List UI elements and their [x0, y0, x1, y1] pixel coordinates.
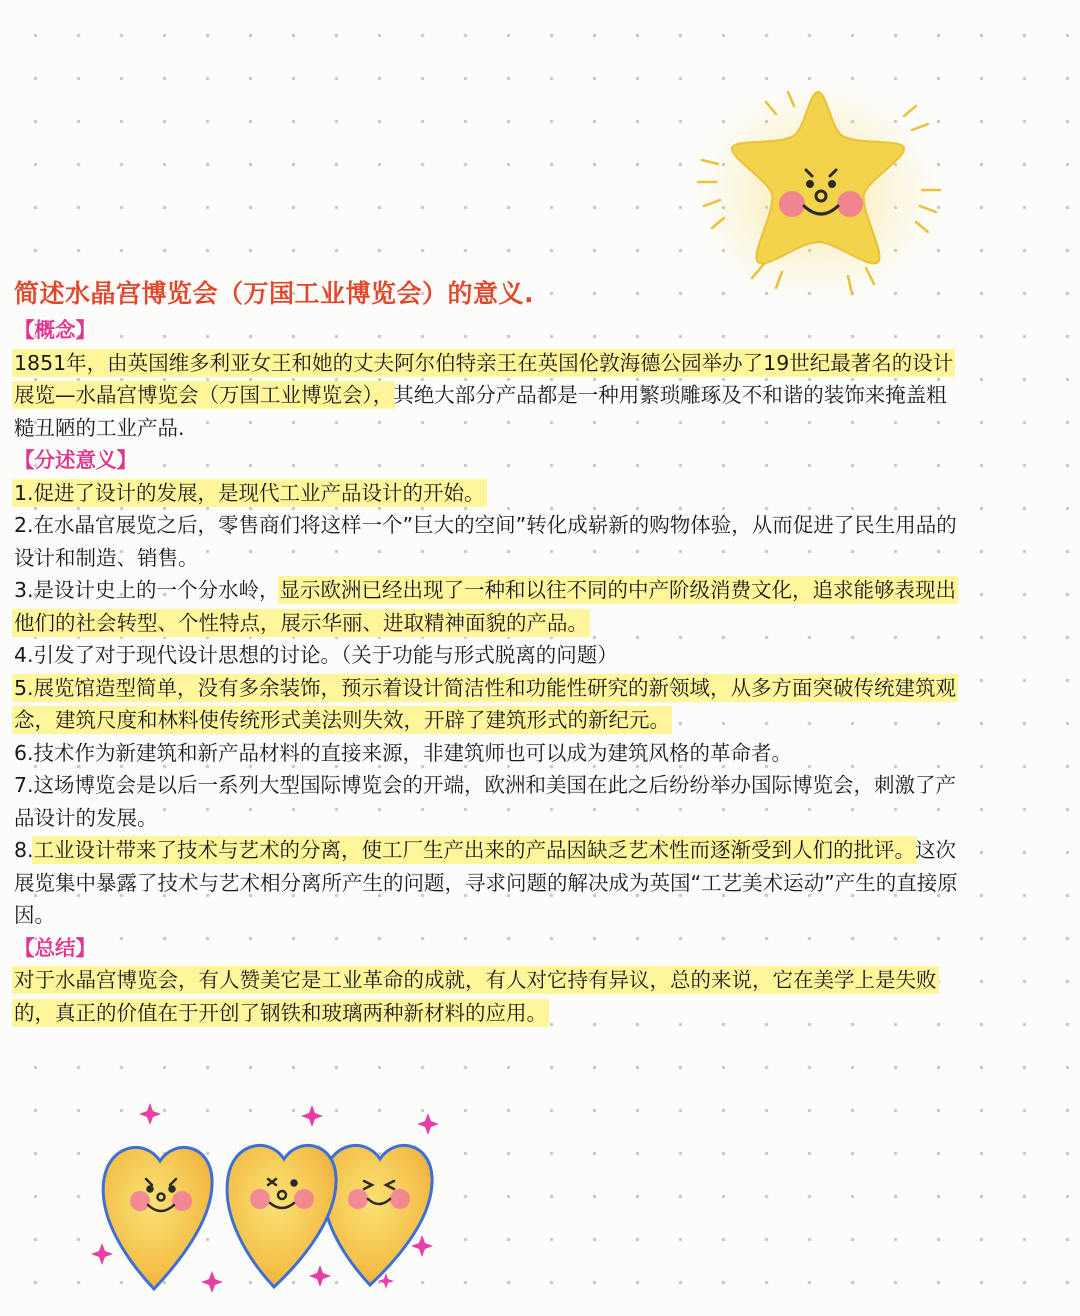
body-text: 7.这场博览会是以后一系列大型国际博览会的开端，欧洲和美国在此之后纷纷举办国际博览会，刺激了产 [14, 773, 957, 797]
significance-item-5 [14, 672, 1064, 737]
star-blush-right [837, 191, 863, 217]
star-mascot-icon [690, 72, 950, 302]
section-label-summary [14, 932, 1064, 965]
summary-line [14, 997, 1064, 1030]
body-text: 其绝大部分产品都是一种用繁琐雕琢及不和谐的装饰来掩盖粗 [393, 383, 947, 407]
hearts-mascots-icon [80, 1095, 460, 1310]
significance-item-line [14, 607, 1064, 640]
significance-item-line [14, 574, 1064, 607]
significance-item-4 [14, 639, 1064, 672]
significance-item-line [14, 899, 1064, 932]
body-text: 因。 [14, 903, 55, 927]
sparkle [301, 1105, 323, 1127]
summary-line [14, 964, 1064, 997]
significance-item-line [14, 737, 1064, 770]
section-label-significance [14, 444, 1064, 477]
body-text: 4.引发了对于现代设计思想的讨论。（关于功能与形式脱离的问题） [14, 643, 618, 667]
star-mascot [690, 72, 950, 302]
highlighted-text: 显示欧洲已经出现了一种和以往不同的中产阶级消费文化，追求能够表现出 [279, 578, 957, 602]
section-label-concept [14, 314, 1064, 347]
highlighted-text: 对于水晶宫博览会，有人赞美它是工业革命的成就，有人对它持有异议，总的来说，它在美学上是失败 [14, 968, 937, 992]
significance-item-line [14, 477, 1064, 510]
sparkle [91, 1243, 113, 1265]
significance-item-line [14, 802, 1064, 835]
note-content [14, 274, 1064, 1029]
highlighted-text: 5.展览馆造型简单，没有多余装饰，预示着设计简洁性和功能性研究的新领域，从多方面突破传统建筑观 [14, 675, 957, 700]
heart-left [103, 1147, 212, 1289]
heart-right [323, 1145, 432, 1285]
body-text: 3.是设计史上的一个分水岭， [14, 578, 280, 602]
body-text: 8. [14, 838, 34, 862]
significance-item-7 [14, 769, 1064, 834]
concept-line [14, 379, 1064, 412]
significance-item-line [14, 509, 1064, 542]
significance-item-line [14, 867, 1064, 900]
body-text: 品设计的发展。 [14, 805, 158, 830]
significance-item-line [14, 672, 1064, 705]
highlighted-text: 1.促进了设计的发展，是现代工业产品设计的开始。 [14, 480, 485, 505]
significance-item-1 [14, 477, 1064, 510]
label-text: 【总结】 [14, 935, 96, 960]
body-text: 2.在水晶官展览之后，零售商们将这样一个”巨大的空间”转化成崭新的购物体验，从而促进了民生用品的 [14, 513, 957, 537]
body-text: 这次 [915, 838, 957, 862]
highlighted-text: 的，真正的价值在于开创了钢铁和玻璃两种新材料的应用。 [14, 1000, 547, 1025]
hearts-mascots [80, 1095, 460, 1310]
concept-line [14, 347, 1064, 380]
body-text: 6.技术作为新建筑和新产品材料的直接来源，非建筑师也可以成为建筑风格的革命者。 [14, 740, 793, 765]
body-text: 展览集中暴露了技术与艺术相分离所产生的问题，寻求问题的解决成为英国“工艺美术运动”产生的直接原 [14, 870, 958, 895]
significance-item-3 [14, 574, 1064, 639]
significance-item-2 [14, 509, 1064, 574]
label-text: 【分述意义】 [14, 448, 137, 472]
significance-item-6 [14, 737, 1064, 770]
body-text: 糙丑陋的工业产品. [14, 415, 185, 440]
highlighted-text: 1851年，由英国维多利亚女王和她的丈夫阿尔伯特亲王在英国伦敦海德公园举办了19世纪最著名的设计 [14, 350, 954, 375]
section-significance [14, 444, 1064, 932]
section-summary [14, 932, 1064, 1030]
significance-item-line [14, 542, 1064, 575]
highlighted-text: 工业设计带来了技术与艺术的分离，使工厂生产出来的产品因缺乏艺术性而逐渐受到人们的批评。 [33, 838, 916, 862]
concept-line [14, 412, 1064, 445]
sparkle [139, 1103, 161, 1125]
section-concept [14, 314, 1064, 444]
significance-item-line [14, 834, 1064, 867]
sparkle [411, 1235, 433, 1257]
sparkle [309, 1265, 331, 1287]
highlighted-text: 展览—水晶宫博览会（万国工业博览会）， [14, 383, 394, 407]
highlighted-text: 念，建筑尺度和林料使传统形式美法则失效，开辟了建筑形式的新纪元。 [14, 708, 670, 732]
body-text: 设计和制造、销售。 [14, 545, 199, 570]
sparkle [201, 1271, 223, 1293]
highlighted-text: 他们的社会转型、个性特点，展示华丽、进取精神面貌的产品。 [14, 610, 588, 635]
significance-item-line [14, 769, 1064, 802]
significance-item-8 [14, 834, 1064, 932]
star-blush-left [779, 191, 805, 217]
page-title: 简述水晶宫博览会（万国工业博览会）的意义. [14, 279, 534, 308]
sparkle [417, 1113, 439, 1135]
label-text: 【概念】 [14, 318, 96, 342]
significance-item-line [14, 704, 1064, 737]
significance-item-line [14, 639, 1064, 672]
